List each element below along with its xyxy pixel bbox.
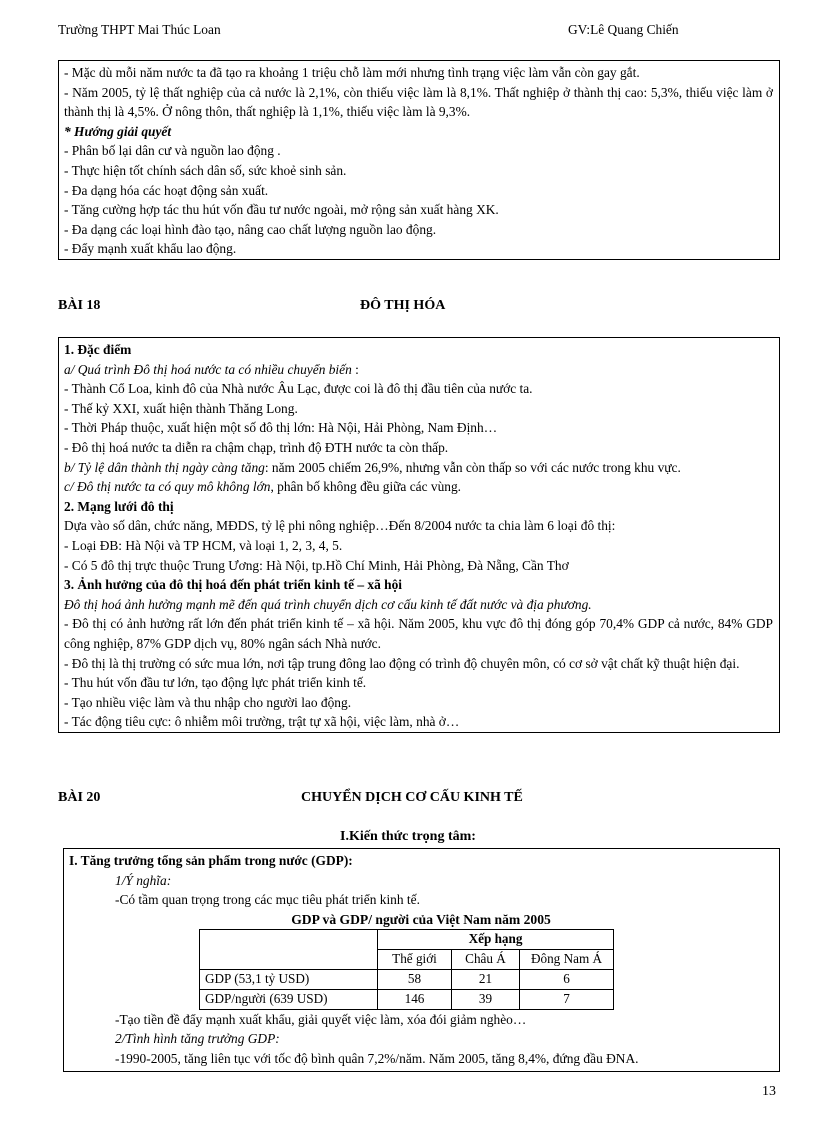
page-header (58, 22, 758, 42)
row-label: GDP (53,1 tỷ USD) (200, 969, 378, 989)
list-item: - Loại ĐB: Hà Nội và TP HCM, và loại 1, 2, 3, 4, 5. (64, 537, 343, 553)
employment-box (58, 60, 780, 260)
lesson-18-heading (58, 298, 780, 318)
list-item: - Tác động tiêu cực: ô nhiễm môi trường, trật tự xã hội, việc làm, nhà ở… (64, 714, 460, 730)
list-item: - Thu hút vốn đầu tư lớn, tạo động lực phát triển kinh tế. (64, 675, 367, 691)
subsection-text: , phân bố không đều giữa các vùng. (270, 479, 462, 495)
column-header: Thế giới (378, 949, 452, 969)
section-subtitle: I.Kiến thức trọng tâm: (340, 829, 476, 844)
teacher-name: GV:Lê Quang Chiến (568, 22, 679, 37)
table-row (200, 989, 614, 1009)
paragraph: -1990-2005, tăng liên tục với tốc độ bình quân 7,2%/năm. Năm 2005, tăng 8,4%, đứng đầu ĐNA. (115, 1050, 639, 1066)
paragraph: Dựa vào số dân, chức năng, MĐDS, tỷ lệ phi nông nghiệp…Đến 8/2004 nước ta chia làm 6 loại đô thị: (64, 518, 616, 534)
subsection-title: 2/Tình hình tăng trưởng GDP: (115, 1031, 280, 1047)
lesson-number: BÀI 18 (58, 298, 101, 313)
list-item: - Tạo nhiều việc làm và thu nhập cho người lao động. (64, 694, 352, 710)
lesson-title: ĐÔ THỊ HÓA (360, 298, 446, 313)
paragraph: -Có tầm quan trọng trong các mục tiêu phát triển kinh tế. (115, 892, 420, 908)
employment-line: - Năm 2005, tỷ lệ thất nghiệp của cả nước là 2,1%, còn thiếu việc làm là 8,1%. Thất nghiệp ở thành thị cao: 5,3%, thiếu việc làm ở thành thị là 4,5%. Ở nông thôn, thất nghiệp là 1,1%, thiếu việc làm là 9,3%. (64, 84, 773, 120)
subsection-text: : năm 2005 chiếm 26,9%, nhưng vẫn còn thấp so với các nước trong khu vực. (264, 459, 681, 475)
list-item: - Thế kỷ XXI, xuất hiện thành Thăng Long. (64, 400, 298, 416)
table-corner-cell (200, 929, 378, 969)
section-heading: I. Tăng trưởng tổng sản phẩm trong nước (GDP): (69, 853, 353, 868)
table-cell: 21 (452, 969, 520, 989)
table-cell: 146 (378, 989, 452, 1009)
section-heading: 1. Đặc điểm (64, 342, 132, 357)
solution-item: - Thực hiện tốt chính sách dân số, sức khoẻ sinh sản. (64, 162, 347, 178)
gdp-box (63, 848, 780, 1072)
urbanization-box (58, 337, 780, 733)
column-header: Châu Á (452, 949, 520, 969)
table-cell: 39 (452, 989, 520, 1009)
lesson-title: CHUYỂN DỊCH CƠ CẤU KINH TẾ (301, 790, 523, 805)
solution-item: - Tăng cường hợp tác thu hút vốn đầu tư nước ngoài, mở rộng sản xuất hàng XK. (64, 202, 499, 218)
gdp-ranking-table (199, 929, 614, 1010)
section-heading: 3. Ảnh hưởng của đô thị hoá đến phát triển kinh tế – xã hội (64, 577, 403, 593)
subsection-title: 1/Ý nghĩa: (115, 872, 172, 888)
lesson-20-heading (58, 790, 780, 810)
table-row (200, 969, 614, 989)
list-item: - Có 5 đô thị trực thuộc Trung Ương: Hà Nội, tp.Hồ Chí Minh, Hải Phòng, Đà Nẵng, Cần Thơ (64, 557, 569, 573)
list-item: - Đô thị hoá nước ta diễn ra chậm chạp, trình độ ĐTH nước ta còn thấp. (64, 439, 449, 455)
employment-line: - Mặc dù mỗi năm nước ta đã tạo ra khoảng 1 triệu chỗ làm mới nhưng tình trạng việc làm vẫn còn gay gắt. (64, 65, 640, 80)
solution-item: - Phân bố lại dân cư và nguồn lao động . (64, 143, 281, 159)
table-cell: 7 (520, 989, 614, 1009)
table-cell: 58 (378, 969, 452, 989)
row-label: GDP/người (639 USD) (200, 989, 378, 1009)
list-item: - Thành Cổ Loa, kinh đô của Nhà nước Âu Lạc, được coi là đô thị đầu tiên của nước ta. (64, 381, 533, 397)
subsection-title: a/ Quá trình Đô thị hoá nước ta có nhiều chuyển biến (64, 361, 352, 377)
school-name: Trường THPT Mai Thúc Loan (58, 22, 221, 37)
paragraph: -Tạo tiền đề đẩy mạnh xuất khẩu, giải quyết việc làm, xóa đói giảm nghèo… (115, 1011, 527, 1027)
table-cell: 6 (520, 969, 614, 989)
table-group-header: Xếp hạng (378, 929, 614, 949)
solution-item: - Đa dạng các loại hình đào tạo, nâng cao chất lượng nguồn lao động. (64, 221, 437, 237)
solution-item: - Đa dạng hóa các hoạt động sản xuất. (64, 182, 269, 198)
column-header: Đông Nam Á (520, 949, 614, 969)
subsection-title: b/ Tỷ lệ dân thành thị ngày càng tăng (64, 459, 265, 475)
page-number: 13 (762, 1084, 776, 1099)
subsection-title: c/ Đô thị nước ta có quy mô không lớn (64, 479, 271, 495)
lesson-number: BÀI 20 (58, 790, 101, 805)
solution-heading: * Hướng giải quyết (64, 123, 172, 139)
paragraph: Đô thị hoá ảnh hưởng mạnh mẽ đến quá trình chuyển dịch cơ cấu kinh tế đất nước và địa phương. (64, 596, 592, 612)
list-item: - Đô thị là thị trường có sức mua lớn, nơi tập trung đông lao động có trình độ chuyên môn, có cơ sở vật chất kỹ thuật hiện đại. (64, 655, 740, 671)
section-heading: 2. Mạng lưới đô thị (64, 498, 174, 514)
list-item: - Đô thị có ảnh hưởng rất lớn đến phát triển kinh tế – xã hội. Năm 2005, khu vực đô thị đóng góp 70,4% GDP cả nước, 84% GDP công nghiệp, 87% GDP dịch vụ, 80% ngân sách Nhà nước. (64, 616, 773, 651)
table-header-row (200, 929, 614, 949)
list-item: - Thời Pháp thuộc, xuất hiện một số đô thị lớn: Hà Nội, Hải Phòng, Nam Định… (64, 420, 498, 436)
solution-item: - Đẩy mạnh xuất khẩu lao động. (64, 241, 237, 257)
table-title: GDP và GDP/ người của Việt Nam năm 2005 (291, 911, 551, 927)
subsection-colon: : (351, 361, 359, 377)
